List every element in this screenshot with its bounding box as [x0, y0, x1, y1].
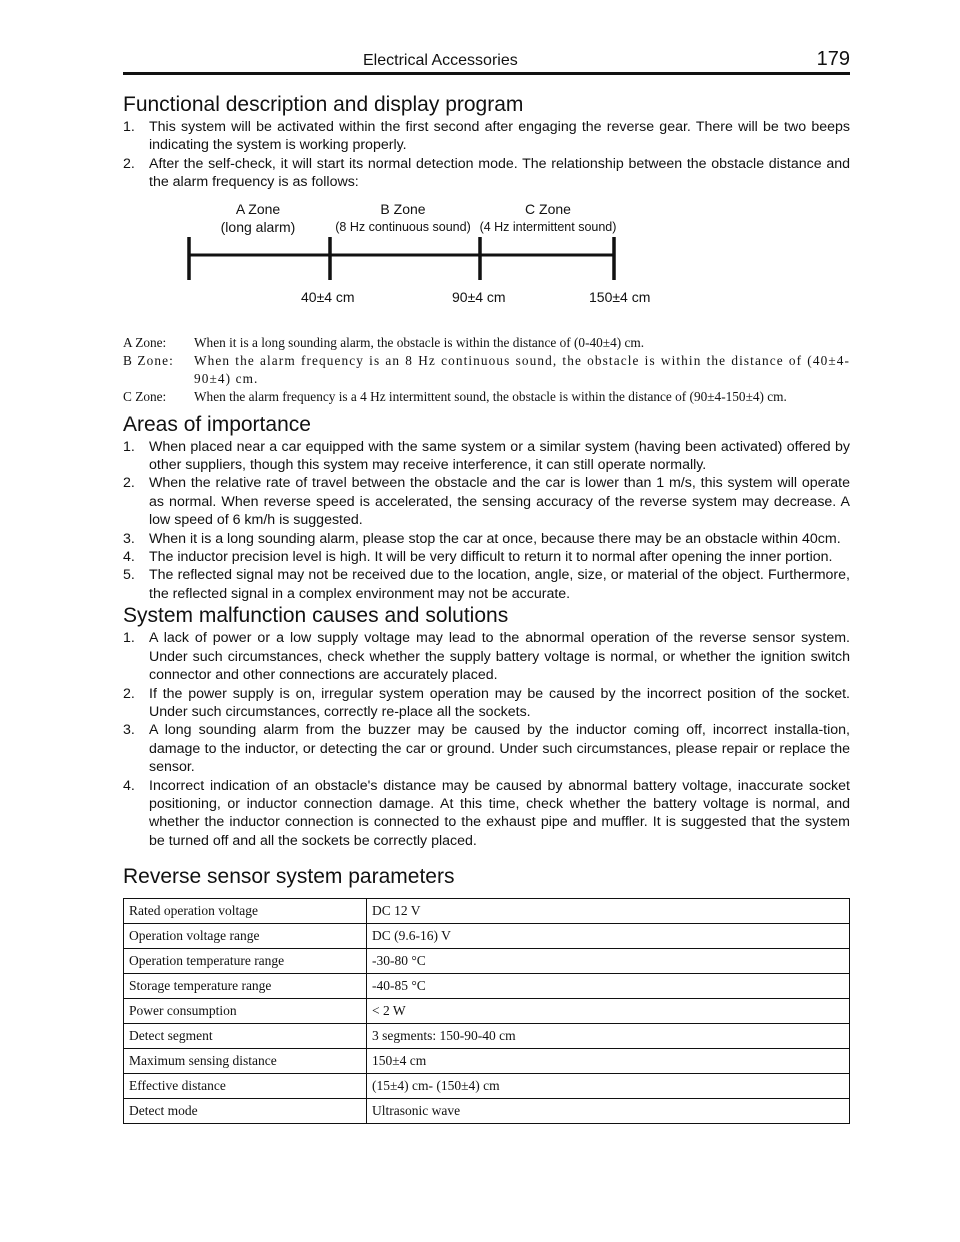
parameters-heading: Reverse sensor system parameters	[123, 865, 455, 889]
tick-label-40: 40±4 cm	[301, 288, 355, 305]
list-item: 5. The reflected signal may not be received due to the location, angle, size, or material of the object. Furthermore, the reflected signal in a complex environment may not be accurate.	[123, 567, 850, 602]
item-number: 3.	[123, 722, 135, 739]
tick-label-90: 90±4 cm	[452, 288, 506, 305]
item-number: 1.	[123, 438, 135, 455]
zone-b-sub: (8 Hz continuous sound)	[335, 219, 471, 234]
item-number: 4.	[123, 549, 135, 566]
zone-a-title: A Zone	[235, 200, 281, 217]
zone-c-title: C Zone	[525, 200, 571, 217]
item-number: 1.	[123, 630, 135, 647]
table-row: Effective distance (15±4) cm- (150±4) cm	[124, 1074, 850, 1099]
importance-list	[123, 438, 850, 604]
list-item: 4. Incorrect indication of an obstacle's distance may be caused by abnormal battery voltage, inaccurate socket positioning, or inductor connection damage. At this time, check whether the battery voltage is normal, and whether the inductor connection is connected to the exhaust pipe and muffler. It is suggested that the system be turned off and all the sockets be correctly placed.	[123, 777, 850, 849]
zone-diagram	[123, 192, 850, 332]
table-row: Detect segment 3 segments: 150-90-40 cm	[124, 1024, 850, 1049]
table-row: Power consumption < 2 W	[124, 999, 850, 1024]
list-item: 1. When placed near a car equipped with the same system or a similar system (having been activated) offered by other suppliers, though this system may receive interference, it can still operate normally.	[123, 438, 850, 474]
malfunction-heading: System malfunction causes and solutions	[123, 604, 509, 628]
item-number: 2.	[123, 685, 135, 702]
item-number: 2.	[123, 155, 135, 172]
list-item: 3. A long sounding alarm from the buzzer may be caused by the inductor coming off, incorrect installa-tion, damage to the inductor, or detecting the car or ground. Under such circumstances, please repair or replace the sensor.	[123, 722, 850, 776]
functional-list	[123, 118, 850, 192]
list-item: 2. After the self-check, it will start its normal detection mode. The relationship between the obstacle distance and the alarm frequency is as follows:	[123, 155, 850, 191]
zone-description: B Zone: When the alarm frequency is an 8 Hz continuous sound, the obstacle is within the distance of (40±4-90±4) cm.	[123, 352, 850, 386]
zone-descriptions	[123, 334, 850, 406]
header-title: Electrical Accessories	[363, 52, 518, 69]
list-item: 2. If the power supply is on, irregular system operation may be caused by the incorrect position of the socket. Under such circumstances, correctly re-place all the sockets.	[123, 685, 850, 720]
zone-description: C Zone: When the alarm frequency is a 4 Hz intermittent sound, the obstacle is within the distance of (90±4-150±4) cm.	[123, 388, 787, 404]
zone-b-title: B Zone	[380, 200, 426, 217]
zone-description: A Zone: When it is a long sounding alarm, the obstacle is within the distance of (0-40±4) cm.	[123, 334, 645, 350]
item-number: 1.	[123, 119, 135, 135]
item-number: 5.	[123, 567, 135, 584]
functional-heading: Functional description and display program	[123, 93, 524, 116]
page-number: 179	[816, 48, 850, 70]
table-row: Detect mode Ultrasonic wave	[124, 1099, 850, 1124]
importance-heading: Areas of importance	[123, 412, 311, 436]
table-row: Storage temperature range -40-85 °C	[124, 974, 850, 999]
list-item: 2. When the relative rate of travel between the obstacle and the car is lower than 1 m/s, this system will operate as normal. When reverse speed is accelerated, the sensing accuracy of the reverse system may decrease. A low speed of 6 km/h is suggested.	[123, 475, 850, 529]
page-header	[123, 46, 850, 76]
item-number: 3.	[123, 530, 135, 547]
item-number: 4.	[123, 777, 135, 794]
list-item: 3. When it is a long sounding alarm, please stop the car at once, because there may be an obstacle within 40cm.	[123, 530, 841, 547]
tick-label-150: 150±4 cm	[589, 288, 651, 305]
item-number: 2.	[123, 475, 135, 492]
list-item: 4. The inductor precision level is high. It will be very difficult to return it to normal after opening the inner portion.	[123, 549, 833, 566]
table-row: Rated operation voltage DC 12 V	[124, 899, 850, 924]
table-row: Maximum sensing distance 150±4 cm	[124, 1049, 850, 1074]
table-row: Operation temperature range -30-80 °C	[124, 949, 850, 974]
distance-scale	[123, 192, 850, 332]
zone-a-sub: (long alarm)	[220, 218, 296, 235]
parameters-table	[123, 898, 850, 1124]
page-content	[123, 92, 850, 1124]
table-row: Operation voltage range DC (9.6-16) V	[124, 924, 850, 949]
list-item: 1. A lack of power or a low supply voltage may lead to the abnormal operation of the reverse sensor system. Under such circumstances, check whether the supply battery voltage is normal, or whether the ignition switch connector and other connections are accurately placed.	[123, 630, 850, 684]
header-rule	[123, 72, 850, 75]
list-item: 1. This system will be activated within the first second after engaging the reverse gear. There will be two beeps indicating the system is working properly.	[123, 119, 850, 154]
zone-c-sub: (4 Hz intermittent sound)	[479, 219, 617, 234]
malfunction-list	[123, 629, 850, 850]
